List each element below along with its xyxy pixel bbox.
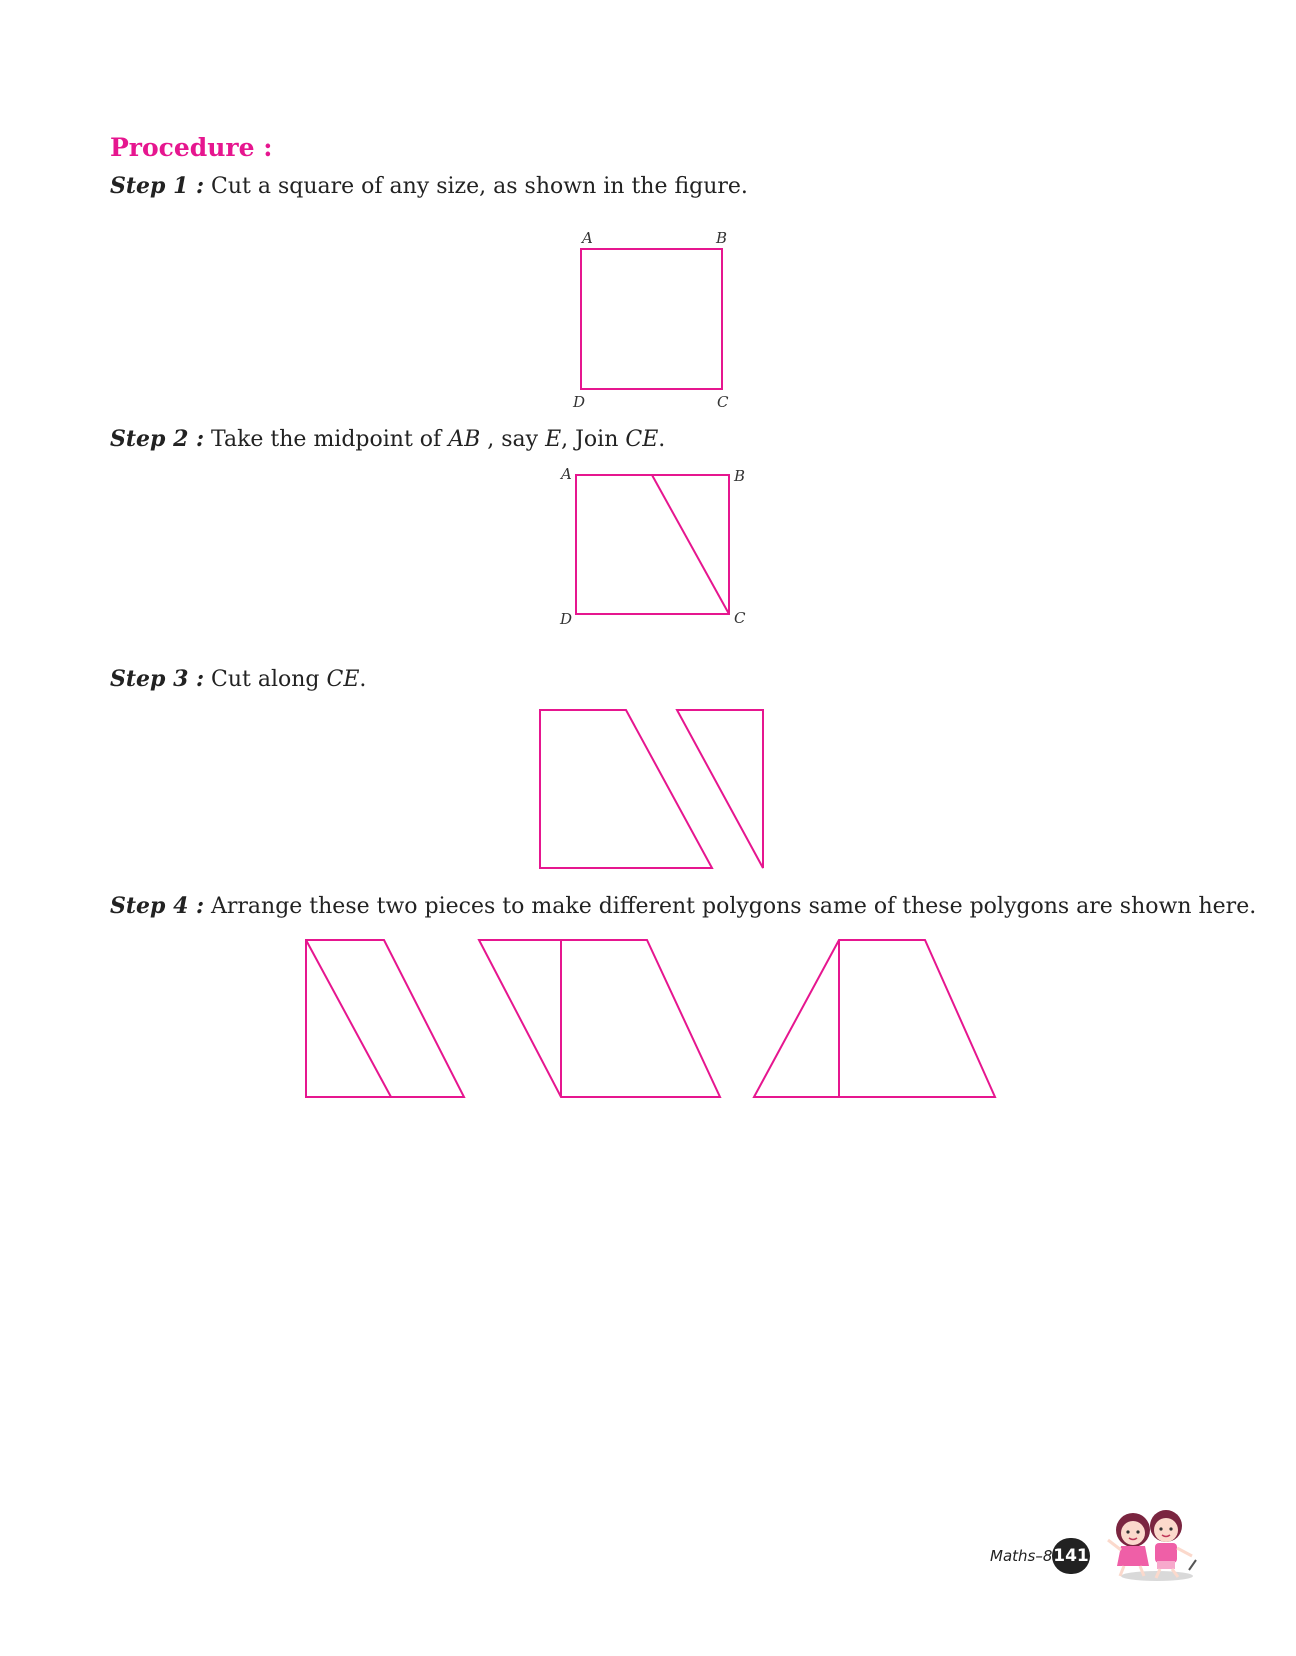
label-d: D (573, 393, 586, 411)
figure-2-square-with-ce (559, 465, 746, 628)
step-4-label: Step 4 : (110, 893, 205, 919)
label-a: A (582, 229, 593, 247)
inner-cut-line (306, 940, 391, 1097)
polygon-trapezium-2 (754, 940, 995, 1097)
procedure-heading: Procedure : (110, 133, 273, 162)
segment-ab: AB (448, 427, 481, 452)
label-b: B (734, 467, 746, 485)
label-c: C (734, 609, 746, 627)
polygon-trapezium-1 (479, 940, 720, 1097)
polygon-outline (754, 940, 995, 1097)
step-2-text: Take the midpoint of AB , say E, Join CE. (211, 427, 666, 452)
polygon-outline (306, 940, 464, 1097)
label-a: A (561, 465, 572, 483)
trapezium-piece (540, 710, 712, 868)
step-1-text: Cut a square of any size, as shown in the figure. (211, 174, 748, 199)
polygon-parallelogram (306, 940, 464, 1097)
page-number: 141 (1052, 1538, 1090, 1574)
square-abcd (581, 249, 722, 389)
kids-mascot-illustration (1108, 1510, 1196, 1581)
step-1-label: Step 1 : (110, 173, 205, 199)
book-title: Maths–8 (990, 1547, 1053, 1565)
figure-4-polygons (306, 940, 995, 1097)
triangle-piece (677, 710, 763, 868)
square-abcd (576, 475, 729, 614)
segment-ce: CE (625, 427, 659, 452)
polygon-outline (479, 940, 720, 1097)
step-3-text: Cut along CE. (211, 667, 367, 692)
figure-1-square (572, 229, 729, 411)
figure-3-cut-pieces (540, 710, 763, 868)
label-b: B (716, 229, 728, 247)
segment-ce-line (652, 475, 729, 614)
step-2-label: Step 2 : (110, 426, 205, 452)
segment-ce: CE (326, 667, 360, 692)
point-e: E (545, 427, 562, 452)
step-4-text: Arrange these two pieces to make different polygons same of these polygons are shown here. (211, 894, 1257, 919)
step-3-label: Step 3 : (110, 666, 205, 692)
label-d: D (560, 610, 573, 628)
label-c: C (717, 393, 729, 411)
